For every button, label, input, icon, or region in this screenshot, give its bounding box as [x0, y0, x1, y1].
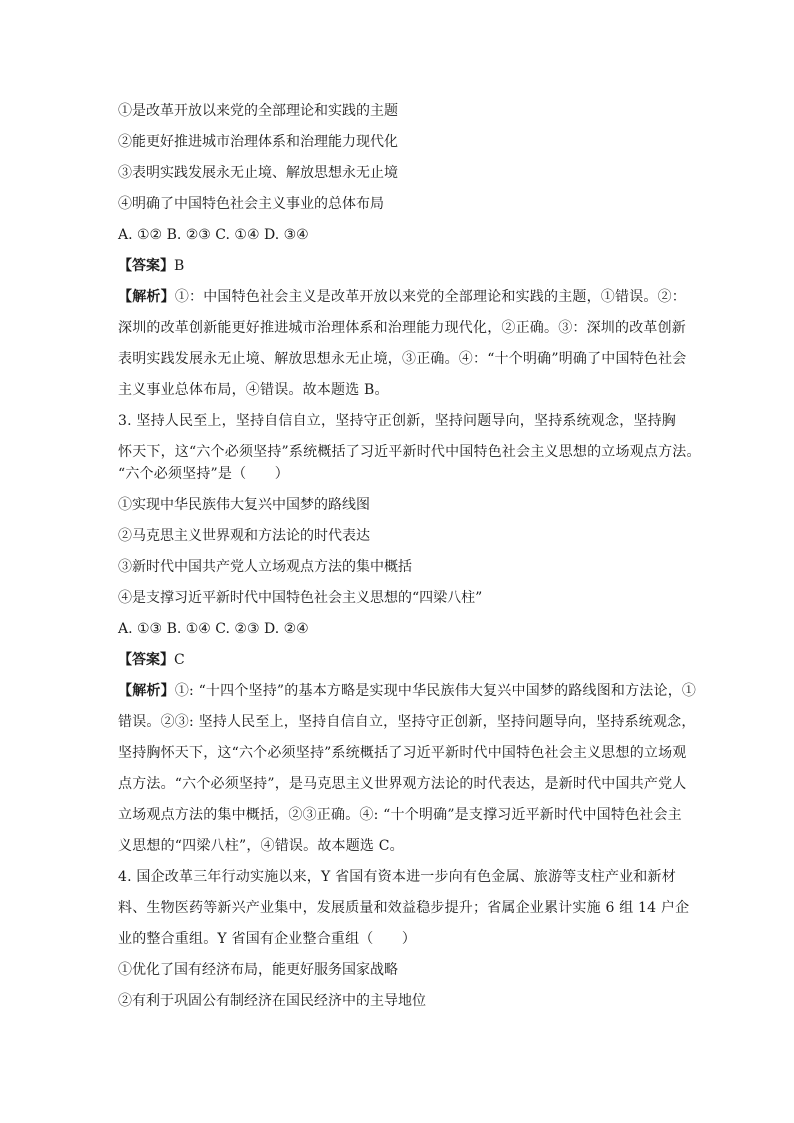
- q2-option-4: ④明确了中国特色社会主义事业的总体布局: [118, 196, 384, 212]
- analysis-line: 深圳的改革创新能更好推进城市治理体系和治理能力现代化，②正确。③：深圳的改革创新: [118, 320, 686, 336]
- q3-option-1: ①实现中华民族伟大复兴中国梦的路线图: [118, 497, 370, 513]
- q2-analysis: [118, 286, 698, 401]
- question-stem-line: 怀天下，这“六个必须坚持”系统概括了习近平新时代中国特色社会主义思想的立场观点方法。: [118, 444, 701, 460]
- analysis-tag: 【解析】: [118, 683, 175, 699]
- q3-option-3: ③新时代中国共产党人立场观点方法的集中概括: [118, 559, 412, 575]
- question-stem-line: 3. 坚持人民至上，坚持自信自立，坚持守正创新，坚持问题导向，坚持系统观念，坚持胸: [118, 413, 677, 429]
- analysis-line: 义思想的“四梁八柱”，④错误。故本题选 C。: [118, 838, 404, 854]
- question-stem-line: 4. 国企改革三年行动实施以来，Y 省国有资本进一步向有色金属、旅游等支柱产业和新材: [118, 869, 676, 885]
- q2-choices: A. ①② B. ②③ C. ①④ D. ③④: [118, 227, 309, 243]
- question-stem-line: “六个必须坚持”是（ ）: [118, 466, 289, 482]
- analysis-tag: 【解析】: [118, 289, 175, 305]
- analysis-line: 立场观点方法的集中概括，②③正确。④: “十个明确”是支撑习近平新时代中国特色社会主: [118, 807, 682, 823]
- q3-option-2: ②马克思主义世界观和方法论的时代表达: [118, 528, 370, 544]
- answer-tag: 【答案】: [118, 258, 174, 274]
- analysis-line: [118, 286, 698, 308]
- q4-option-2: ②有利于巩固公有制经济在国民经济中的主导地位: [118, 993, 426, 1009]
- answer-tag: 【答案】: [118, 652, 174, 668]
- q2-option-2: ②能更好推进城市治理体系和治理能力现代化: [118, 134, 398, 150]
- analysis-line: [118, 680, 698, 702]
- analysis-line: 点方法。“六个必须坚持”，是马克思主义世界观方法论的时代表达，是新时代中国共产党人: [118, 776, 687, 792]
- question-stem-line: 料、生物医药等新兴产业集中，发展质量和效益稳步提升；省属企业累计实施 6 组 14 户企: [118, 900, 690, 916]
- q2-option-1: ①是改革开放以来党的全部理论和实践的主题: [118, 103, 398, 119]
- q3-choices: A. ①③ B. ①④ C. ②③ D. ②④: [118, 621, 309, 637]
- q3-answer: [118, 649, 698, 671]
- q2-option-3: ③表明实践发展永无止境、解放思想永无止境: [118, 165, 398, 181]
- analysis-line: 表明实践发展永无止境、解放思想永无止境，③正确。④：“十个明确”明确了中国特色社会: [118, 351, 687, 367]
- analysis-text: ①: “十四个坚持”的基本方略是实现中华民族伟大复兴中国梦的路线图和方法论，①: [174, 683, 697, 699]
- answer-value: C: [174, 652, 185, 668]
- answer-value: B: [174, 258, 185, 274]
- analysis-line: 坚持胸怀天下，这“六个必须坚持”系统概括了习近平新时代中国特色社会主义思想的立场观: [118, 745, 687, 761]
- analysis-line: 主义事业总体布局，④错误。故本题选 B。: [118, 382, 389, 398]
- q3-option-4: ④是支撑习近平新时代中国特色社会主义思想的“四梁八柱”: [118, 590, 483, 606]
- q3-analysis: [118, 680, 698, 857]
- question-stem-line: 业的整合重组。Y 省国有企业整合重组（ ）: [118, 931, 417, 947]
- q2-answer: [118, 255, 698, 277]
- analysis-line: 错误。②③: 坚持人民至上，坚持自信自立，坚持守正创新，坚持问题导向，坚持系统观念，: [118, 714, 696, 730]
- analysis-text: ①：中国特色社会主义是改革开放以来党的全部理论和实践的主题，①错误。②：: [174, 289, 687, 305]
- document-page: [118, 100, 701, 1012]
- q4-stem: [118, 866, 698, 950]
- q3-stem: [118, 410, 701, 485]
- q4-option-1: ①优化了国有经济布局，能更好服务国家战略: [118, 962, 398, 978]
